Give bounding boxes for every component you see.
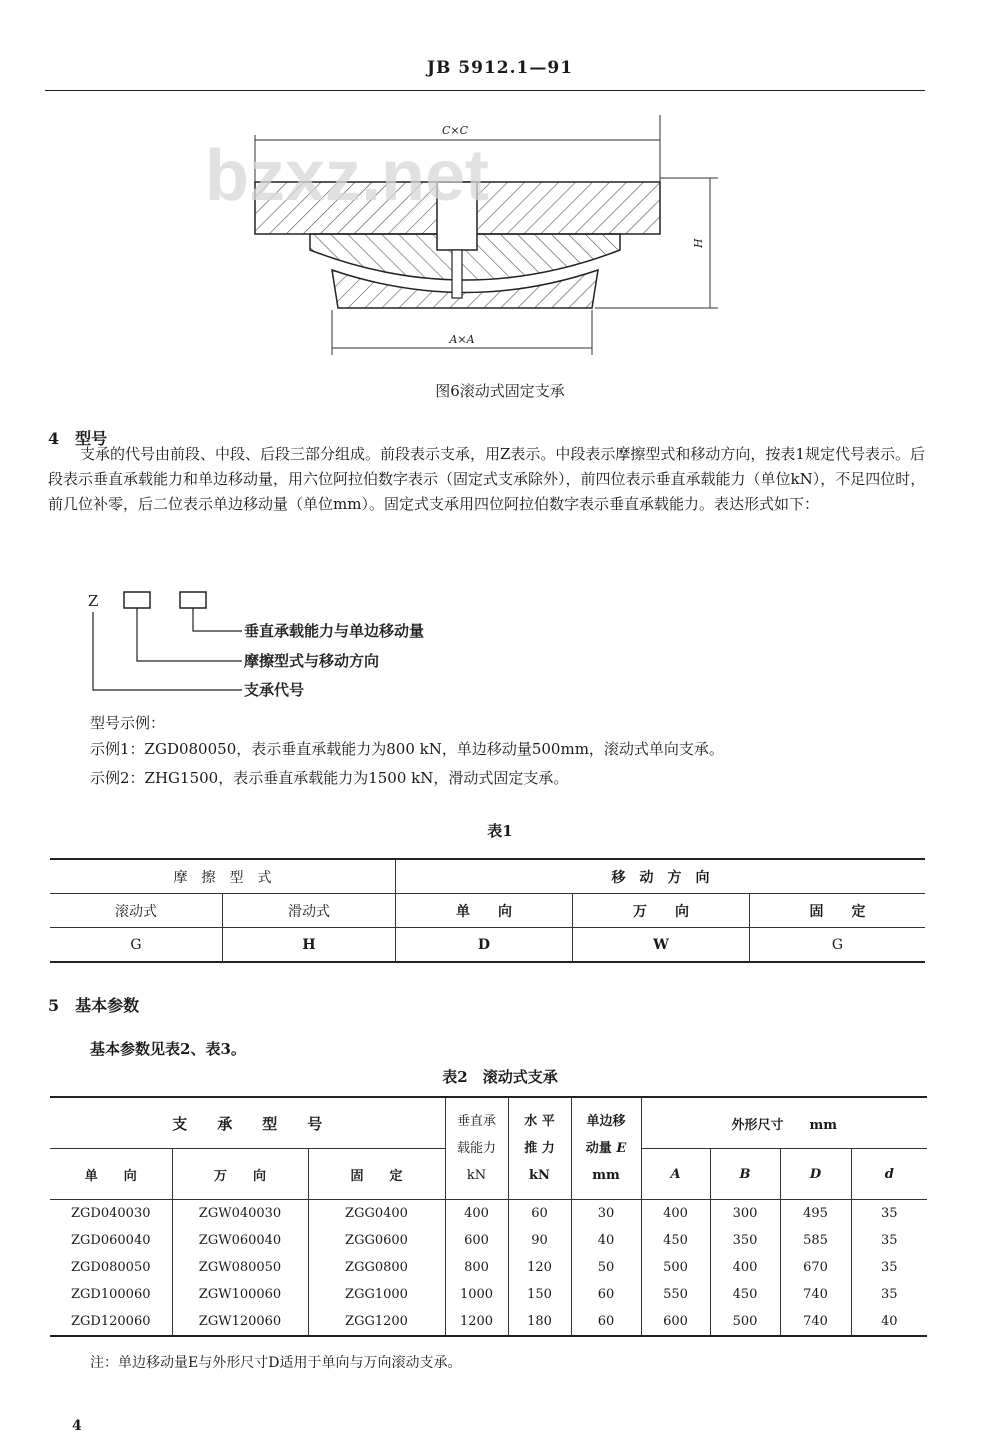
table-2-caption: 表2 滚动式支承 [442,1068,558,1086]
table-cell: ZGD080050 [71,1260,151,1275]
table-row [50,1308,927,1336]
example-1: 示例1：ZGD080050，表示垂直承载能力为800 kN，单边移动量500mm，滚动式单向支承。 [90,740,724,758]
table-cell: ZGG1000 [308,1281,445,1308]
dimension-label-cxc: C×C [441,124,469,137]
table-cell: 800 [445,1254,508,1281]
figure-rolling-fixed-bearing [205,110,740,375]
figure-caption: 图6滚动式固定支承 [435,382,565,400]
code-label-prefix: 支承代号 [244,681,305,699]
t2-sub-fixed: 固 定 [308,1149,445,1200]
t2-sub-dim-d-lower: d [851,1149,927,1200]
t2-header-displacement: 单边移 动量 E mm [571,1097,641,1200]
table-cell: 40 [851,1308,927,1336]
table-cell: ZGD100060 [71,1287,151,1302]
t2-sub-dim-d-upper: D [780,1149,851,1200]
table-cell: 180 [508,1308,571,1336]
section-4-paragraph: 支承的代号由前段、中段、后段三部分组成。前段表示支承，用Z表示。中段表示摩擦型式和移动方向，按表1规定代号表示。后段表示垂直承载能力和单边移动量，用六位阿拉伯数字表示（固定式支承除外），前四位表示垂直承载能力（单位kN），不足四位时，前几位补零，后二位表示单边移动量（单位mm）。固定式支承用四位阿拉伯数字表示垂直承载能力。表达形式如下： [48,445,926,513]
table-cell: 740 [780,1281,851,1308]
table-cell: ZGG0800 [308,1254,445,1281]
table-row [50,1227,927,1254]
table-cell: ZGG1200 [308,1308,445,1336]
page-number: 4 [72,1418,82,1434]
table-2 [50,1096,927,1337]
t1-code: G [750,928,926,963]
t1-header: 滑动式 [223,894,396,928]
table-cell: 350 [710,1227,780,1254]
table-cell: 550 [641,1281,710,1308]
table-cell: ZGD040030 [71,1206,151,1221]
dimension-label-axa: A×A [449,333,475,346]
code-box-middle [124,592,150,608]
table-1 [50,858,925,963]
table-cell: 150 [508,1281,571,1308]
table-row [50,1281,927,1308]
table-cell: 600 [641,1308,710,1336]
code-label-friction: 摩擦型式与移动方向 [244,652,380,670]
examples-heading: 型号示例： [90,714,166,732]
table-row [50,1200,927,1228]
t2-header-vertical: 垂直承 载能力 kN [445,1097,508,1200]
t2-header-dimensions: 外形尺寸 mm [641,1097,927,1149]
section-5-heading: 5 基本参数 [48,996,140,1015]
table-cell: 450 [710,1281,780,1308]
table-cell: ZGW060040 [172,1227,308,1254]
table-cell: ZGW100060 [172,1281,308,1308]
header-rule [45,90,925,91]
t1-code: W [573,928,750,963]
t1-group-direction: 移 动 方 向 [396,859,926,894]
table-cell: 495 [780,1200,851,1228]
t2-sub-single: 单 向 [50,1149,172,1200]
table-cell: 400 [445,1200,508,1228]
t2-header-model: 支 承 型 号 [50,1097,445,1149]
table-cell: ZGW080050 [172,1254,308,1281]
table-cell: 500 [710,1308,780,1336]
table-cell: 500 [641,1254,710,1281]
t2-sub-universal: 万 向 [172,1149,308,1200]
t1-header: 固 定 [750,894,926,928]
table-cell: 35 [851,1281,927,1308]
table-cell: ZGW120060 [172,1308,308,1336]
t2-sub-dim-a: A [641,1149,710,1200]
table-2-note: 注：单边移动量E与外形尺寸D适用于单向与万向滚动支承。 [90,1355,462,1371]
table-cell: 585 [780,1227,851,1254]
watermark: bzxz.net [205,136,490,216]
t2-header-horizontal: 水 平 推 力 kN [508,1097,571,1200]
t2-body [50,1200,927,1337]
table-cell: 35 [851,1254,927,1281]
model-code-diagram [80,588,500,698]
t1-header: 滚动式 [50,894,223,928]
table-cell: ZGD120060 [50,1308,172,1336]
table-cell: 35 [851,1227,927,1254]
table-cell: 120 [508,1254,571,1281]
t1-group-friction: 摩 擦 型 式 [50,859,396,894]
table-cell: 30 [571,1200,641,1228]
table-cell: 400 [710,1254,780,1281]
section-4-heading: 4 型号 [48,429,108,448]
code-letter-z: Z [88,592,99,610]
table-cell: 670 [780,1254,851,1281]
table-cell: 40 [571,1227,641,1254]
table-cell: 35 [851,1200,927,1228]
code-label-capacity: 垂直承载能力与单边移动量 [244,622,425,640]
table-cell: ZGG0600 [308,1227,445,1254]
t1-header: 单 向 [396,894,573,928]
table-cell: 60 [508,1200,571,1228]
table-cell: 450 [641,1227,710,1254]
standard-number: JB 5912.1—91 [426,58,574,78]
t1-header: 万 向 [573,894,750,928]
table-cell: 740 [780,1308,851,1336]
table-cell: ZGD060040 [71,1233,151,1248]
code-box-rear [180,592,206,608]
table-row [50,1254,927,1281]
t1-code: H [223,928,396,963]
t1-code: G [50,928,223,963]
table-cell: 400 [641,1200,710,1228]
table-cell: 60 [571,1308,641,1336]
table-1-caption: 表1 [487,822,513,840]
t2-sub-dim-b: B [710,1149,780,1200]
t1-code: D [396,928,573,963]
dimension-label-h: H [692,238,705,248]
table-cell: 60 [571,1281,641,1308]
table-cell: 50 [571,1254,641,1281]
table-cell: ZGG0400 [308,1200,445,1228]
table-cell: 1200 [445,1308,508,1336]
table-cell: ZGW040030 [172,1200,308,1228]
table-cell: 300 [710,1200,780,1228]
table-cell: 90 [508,1227,571,1254]
table-cell: 600 [445,1227,508,1254]
section-5-paragraph: 基本参数见表2、表3。 [90,1040,246,1058]
table-cell: 1000 [445,1281,508,1308]
example-2: 示例2：ZHG1500，表示垂直承载能力为1500 kN，滑动式固定支承。 [90,769,569,787]
